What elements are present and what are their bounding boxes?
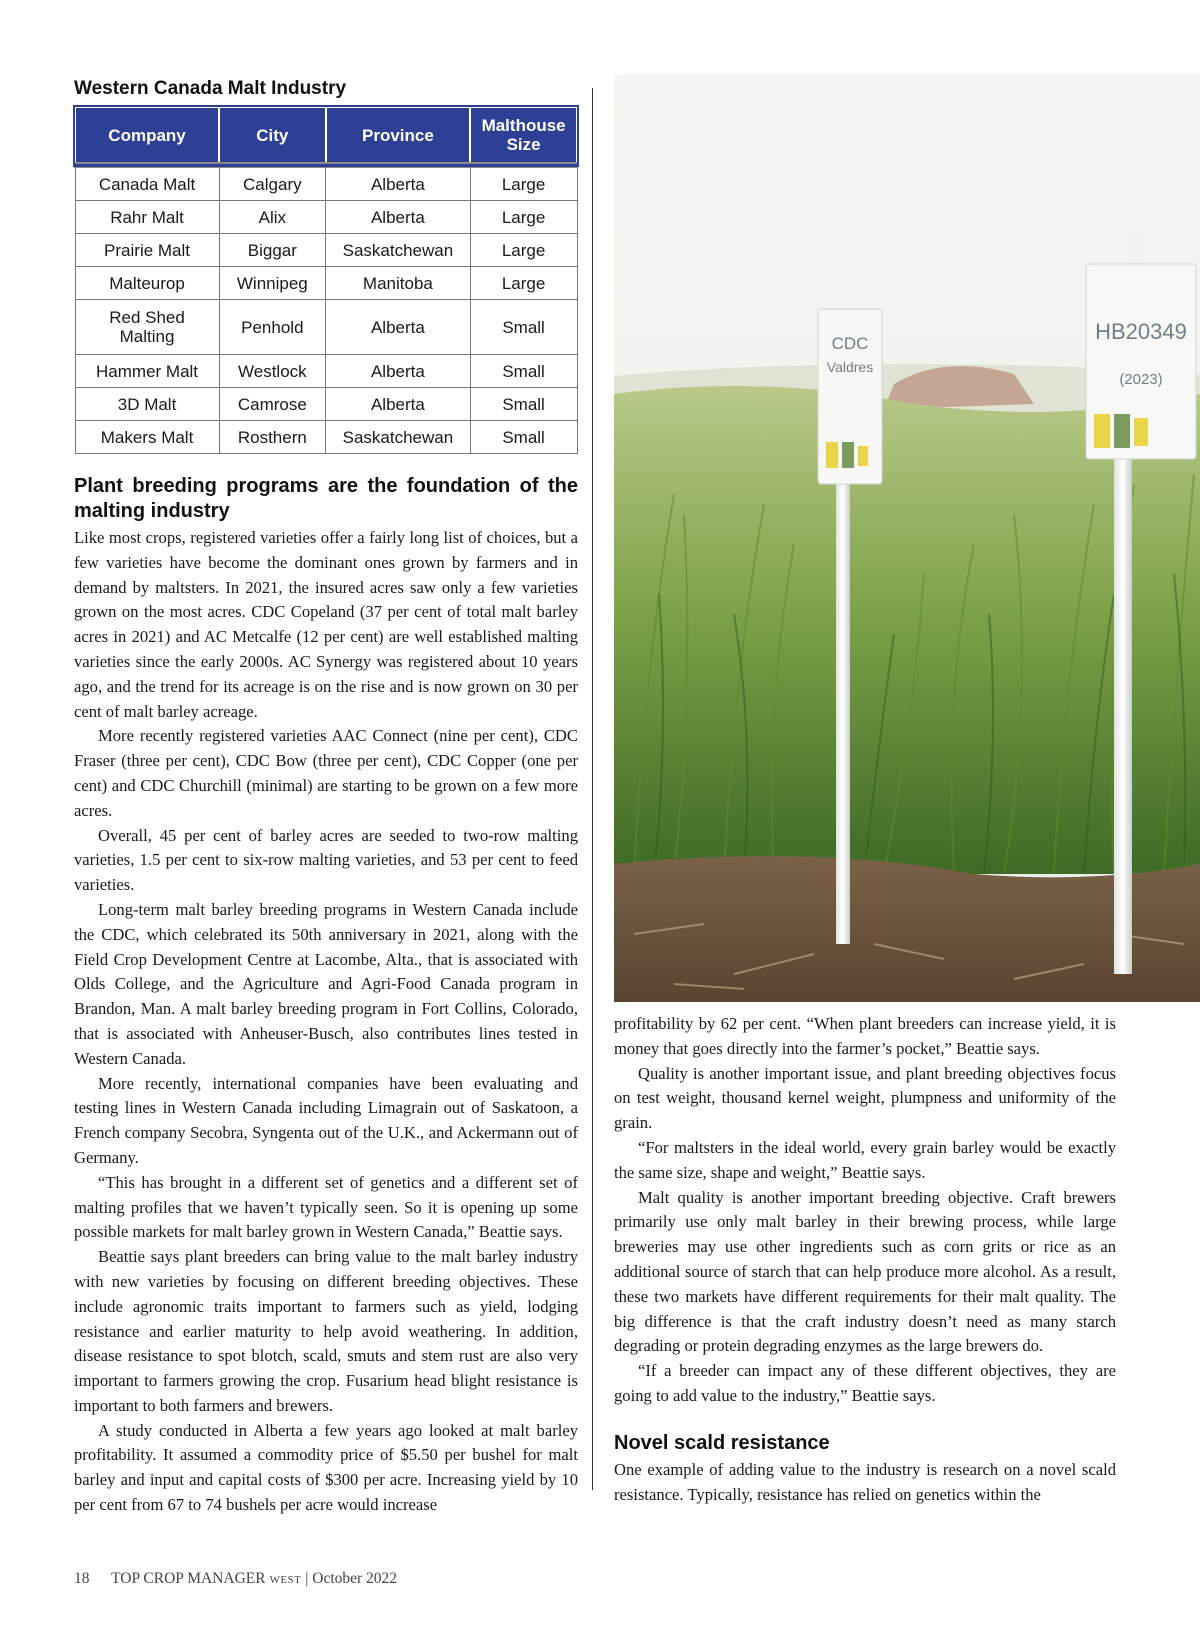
cell-size: Small bbox=[470, 421, 577, 454]
paragraph: More recently registered varieties AAC Connect (nine per cent), CDC Fraser (three per cent), CDC Bow (three per cent), CDC Copper (one per cent) and CDC Churchill (minimal) are starting to be grown on a few more acres. bbox=[74, 726, 578, 820]
cell-size: Small bbox=[470, 388, 577, 421]
article-body-right-2 bbox=[614, 1458, 1116, 1508]
table-row bbox=[75, 267, 577, 300]
table-row bbox=[75, 355, 577, 388]
cell-province: Saskatchewan bbox=[326, 234, 471, 267]
cell-company: Prairie Malt bbox=[75, 234, 219, 267]
malt-industry-table bbox=[74, 106, 578, 454]
paragraph: Beattie says plant breeders can bring value to the malt barley industry with new varieties by focusing on different breeding objectives. These include agronomic traits important to farmers such as yield, lodging resistance and earlier maturity to help avoid weathering. In addition, disease resistance to spot blotch, scald, smuts and stem rust are also very important to farmers growing the crop. Fusarium head blight resistance is important to both farmers and brewers. bbox=[74, 1247, 578, 1415]
paragraph: Like most crops, registered varieties offer a fairly long list of choices, but a few varieties have become the dominant ones grown by farmers and in demand by maltsters. In 2021, the insured acres saw only a few varieties grown on the most acres. CDC Copeland (37 per cent of total malt barley acres in 2021) and AC Metcalfe (12 per cent) are well established malting varieties since the early 2000s. AC Synergy was registered about 10 years ago, and the trend for its acreage is on the rise and is now grown on 30 per cent of malt barley acreage. bbox=[74, 528, 578, 721]
paragraph: A study conducted in Alberta a few years ago looked at malt barley profitability. It assumed a commodity price of $5.50 per bushel for malt barley and input and capital costs of $300 per acre. Increasing yield by 10 per cent from 67 to 74 bushels per acre would increase bbox=[74, 1420, 578, 1515]
page-footer bbox=[74, 1570, 397, 1588]
cell-size: Large bbox=[470, 234, 577, 267]
cell-city: Westlock bbox=[219, 355, 326, 388]
table-row bbox=[75, 234, 577, 267]
cell-size: Small bbox=[470, 355, 577, 388]
cell-company: Rahr Malt bbox=[75, 201, 219, 234]
table-row bbox=[75, 300, 577, 355]
cell-company: Malteurop bbox=[75, 267, 219, 300]
header-city: City bbox=[219, 107, 326, 165]
cell-company: Canada Malt bbox=[75, 165, 219, 201]
cell-province: Alberta bbox=[326, 355, 471, 388]
column-divider bbox=[592, 88, 593, 1490]
cell-city: Calgary bbox=[219, 165, 326, 201]
page-number: 18 bbox=[74, 1570, 90, 1587]
cell-province: Saskatchewan bbox=[326, 421, 471, 454]
article-body-left bbox=[74, 526, 578, 1518]
table-header-row bbox=[75, 107, 577, 165]
cell-size: Small bbox=[470, 300, 577, 355]
sign-label-3: HB20349 bbox=[1095, 319, 1187, 344]
sign-label-2: Valdres bbox=[826, 359, 874, 375]
issue-date: October 2022 bbox=[312, 1570, 398, 1587]
footer-separator: | bbox=[305, 1570, 309, 1587]
cell-size: Large bbox=[470, 165, 577, 201]
magazine-name: TOP CROP MANAGER bbox=[111, 1570, 266, 1587]
table-row bbox=[75, 421, 577, 454]
cell-size: Large bbox=[470, 201, 577, 234]
paragraph: Quality is another important issue, and plant breeding objectives focus on test weight, thousand kernel weight, plumpness and uniformity of the grain. bbox=[614, 1063, 1116, 1133]
cell-province: Alberta bbox=[326, 300, 471, 355]
cell-company-text: Red Shed Malting bbox=[109, 308, 185, 346]
cell-size: Large bbox=[470, 267, 577, 300]
sign-label-1: CDC bbox=[831, 334, 869, 353]
cell-company: 3D Malt bbox=[75, 388, 219, 421]
paragraph: One example of adding value to the industry is research on a novel scald resistance. Typically, resistance has relied on genetics within the bbox=[614, 1459, 1116, 1504]
table-row bbox=[75, 388, 577, 421]
paragraph: “This has brought in a different set of genetics and a different set of malting profiles that we haven’t typically seen. So it is opening up some possible markets for malt barley grown in Western Canada,” Beattie says. bbox=[74, 1172, 578, 1242]
paragraph: profitability by 62 per cent. “When plant breeders can increase yield, it is money that goes directly into the farmer’s pocket,” Beattie says. bbox=[614, 1014, 1116, 1058]
right-column bbox=[614, 1012, 1116, 1507]
cell-province: Alberta bbox=[326, 165, 471, 201]
paragraph: More recently, international companies have been evaluating and testing lines in Western Canada including Limagrain out of Saskatoon, a French company Secobra, Syngenta out of the U.K., and Ackermann out of Germany. bbox=[74, 1073, 578, 1167]
paragraph: “If a breeder can impact any of these different objectives, they are going to add value to the industry,” Beattie says. bbox=[614, 1361, 1116, 1405]
cell-province: Alberta bbox=[326, 388, 471, 421]
header-company: Company bbox=[75, 107, 219, 165]
cell-company: Hammer Malt bbox=[75, 355, 219, 388]
section-heading: Plant breeding programs are the foundation of the malting industry bbox=[74, 475, 578, 522]
paragraph: Long-term malt barley breeding programs in Western Canada include the CDC, which celebrated its 50th anniversary in 2021, along with the Field Crop Development Centre at Lacombe, Alta., that is associated with Olds College, and the Agriculture and Agri-Food Canada program in Brandon, Man. A malt barley breeding program in Fort Collins, Colorado, that is associated with Anheuser-Busch, also contributes lines tested in Western Canada. bbox=[74, 899, 578, 1068]
cell-city: Rosthern bbox=[219, 421, 326, 454]
paragraph: Overall, 45 per cent of barley acres are seeded to two-row malting varieties, 1.5 per cent to six-row malting varieties, and 53 per cent to feed varieties. bbox=[74, 825, 578, 895]
table-row bbox=[75, 201, 577, 234]
paragraph: Malt quality is another important breeding objective. Craft brewers primarily use only malt barley in their brewing process, while large breweries may use other ingredients such as corn grits or rice as an additional source of starch that can help produce more alcohol. As a result, these two markets have different requirements for their malt quality. The big difference is that the craft industry doesn’t need as many starch degrading or protein degrading enzymes as the large brewers do. bbox=[614, 1187, 1116, 1356]
sign-label-4: (2023) bbox=[1119, 371, 1163, 388]
magazine-edition: WEST bbox=[269, 1574, 302, 1586]
article-body-right bbox=[614, 1012, 1116, 1409]
paragraph: “For maltsters in the ideal world, every grain barley would be exactly the same size, shape and weight,” Beattie says. bbox=[614, 1137, 1116, 1182]
cell-city: Winnipeg bbox=[219, 267, 326, 300]
table-title: Western Canada Malt Industry bbox=[74, 78, 347, 99]
cell-company bbox=[75, 300, 219, 355]
photo-illustration bbox=[614, 74, 1200, 1002]
left-column bbox=[74, 78, 578, 1518]
cell-city: Biggar bbox=[219, 234, 326, 267]
cell-city: Penhold bbox=[219, 300, 326, 355]
cell-city: Camrose bbox=[219, 388, 326, 421]
cell-company: Makers Malt bbox=[75, 421, 219, 454]
barley-plot-photo bbox=[614, 74, 1200, 1002]
header-malthouse-size: Malthouse Size bbox=[470, 107, 577, 165]
table-row bbox=[75, 165, 577, 201]
cell-province: Alberta bbox=[326, 201, 471, 234]
header-province: Province bbox=[326, 107, 471, 165]
cell-province: Manitoba bbox=[326, 267, 471, 300]
section-heading: Novel scald resistance bbox=[614, 1431, 830, 1454]
cell-city: Alix bbox=[219, 201, 326, 234]
